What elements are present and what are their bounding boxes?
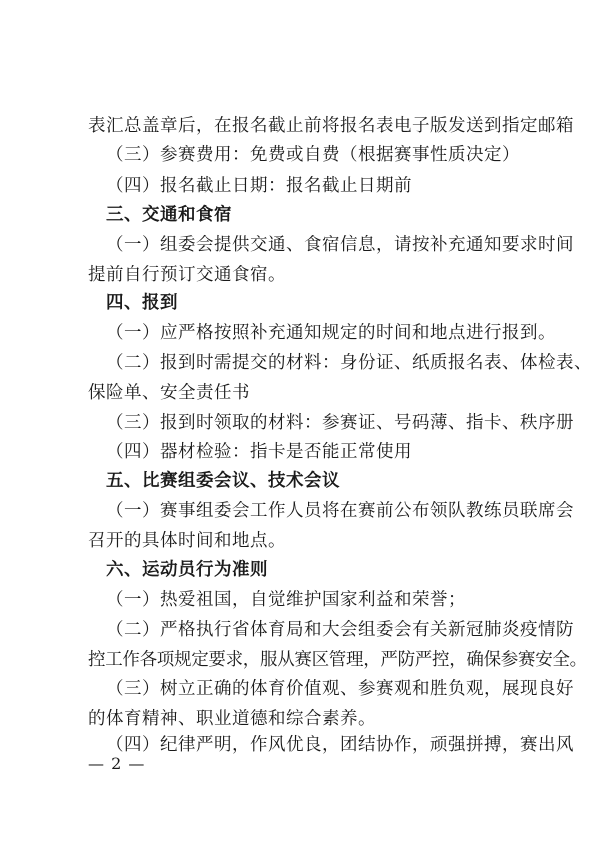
paragraph-line-conduct-1: （一）热爱祖国，自觉维护国家利益和荣誉； (106, 590, 466, 610)
section-heading-meetings: 五、比赛组委会议、技术会议 (106, 471, 340, 491)
section-heading-transport: 三、交通和食宿 (106, 205, 232, 225)
section-heading-conduct: 六、运动员行为准则 (106, 560, 268, 580)
paragraph-line-conduct-4: （三）树立正确的体育价值观、参赛观和胜负观，展现良好 (106, 679, 574, 699)
paragraph-line-checkin-5: （四）器材检验：指卡是否能正常使用 (106, 442, 412, 462)
paragraph-line-conduct-3: 控工作各项规定要求，服从赛区管理，严防严控，确保参赛安全。 (88, 650, 587, 670)
section-heading-checkin: 四、报到 (106, 293, 178, 313)
paragraph-line-meetings-1: （一）赛事组委会工作人员将在赛前公布领队教练员联席会 (106, 501, 574, 521)
page-number: — 2 — (88, 754, 146, 773)
paragraph-line-checkin-3: 保险单、安全责任书 (88, 383, 250, 403)
paragraph-line-conduct-6: （四）纪律严明，作风优良，团结协作，顽强拼搏，赛出风 (106, 735, 574, 755)
paragraph-line-entry-fee: （三）参赛费用：免费或自费（根据赛事性质决定） (106, 145, 520, 165)
paragraph-line-conduct-5: 的体育精神、职业道德和综合素养。 (88, 709, 376, 729)
paragraph-line-checkin-4: （三）报到时领取的材料：参赛证、号码薄、指卡、秩序册 (106, 413, 574, 433)
paragraph-line-transport-2: 提前自行预订交通食宿。 (88, 265, 286, 285)
paragraph-line-conduct-2: （二）严格执行省体育局和大会组委会有关新冠肺炎疫情防 (106, 620, 574, 640)
paragraph-line-meetings-2: 召开的具体时间和地点。 (88, 531, 286, 551)
paragraph-line-checkin-1: （一）应严格按照补充通知规定的时间和地点进行报到。 (106, 323, 556, 343)
paragraph-line-checkin-2: （二）报到时需提交的材料：身份证、纸质报名表、体检表、 (106, 353, 592, 373)
paragraph-line-transport-1: （一）组委会提供交通、食宿信息，请按补充通知要求时间 (106, 235, 574, 255)
paragraph-line-continuation: 表汇总盖章后，在报名截止前将报名表电子版发送到指定邮箱 (88, 116, 574, 136)
paragraph-line-registration-deadline: （四）报名截止日期：报名截止日期前 (106, 176, 412, 196)
